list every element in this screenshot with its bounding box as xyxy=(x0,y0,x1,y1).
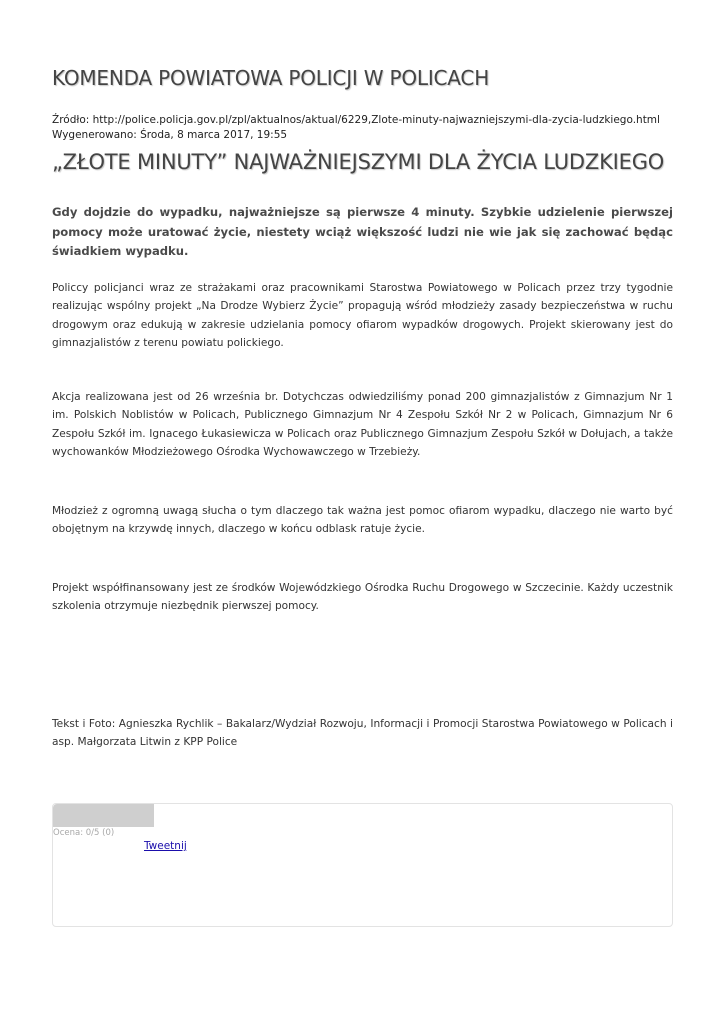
article-paragraph-1: Policcy policjanci wraz ze strażakami oraz pracownikami Starostwa Powiatowego w Policach przez trzy tygodnie realizując wspólny projekt „Na Drodze Wybierz Życie” propagują wśród młodzieży zasady bezpieczeństwa w ruchu drogowym oraz edukują w zakresie udzielania pomocy ofiarom wypadków drogowych. Projekt skierowany jest do gimnazjalistów z terenu powiatu polickiego. xyxy=(52,282,673,350)
source-url: Źródło: http://police.policja.gov.pl/zpl/aktualnos/aktual/6229,Zlote-minuty-najwazniejszymi-dla-zycia-ludzkiego.html xyxy=(52,114,660,126)
article-paragraph-4: Projekt współfinansowany jest ze środków Wojewódzkiego Ośrodka Ruchu Drogowego w Szczecinie. Każdy uczestnik szkolenia otrzymuje niezbędnik pierwszej pomocy. xyxy=(52,582,673,613)
tweet-link[interactable]: Tweetnij xyxy=(144,840,187,852)
site-title: KOMENDA POWIATOWA POLICJI W POLICACH xyxy=(52,66,490,90)
generated-date: Wygenerowano: Środa, 8 marca 2017, 19:55 xyxy=(52,129,288,141)
article-paragraph-3: Młodzież z ogromną uwagą słucha o tym dlaczego tak ważna jest pomoc ofiarom wypadku, dlaczego nie warto być obojętnym na krzywdę innych, dlaczego w końcu odblask ratuje życie. xyxy=(52,505,673,536)
article-paragraph-2: Akcja realizowana jest od 26 września br. Dotychczas odwiedziliśmy ponad 200 gimnazjalistów z Gimnazjum Nr 1 im. Polskich Noblistów w Policach, Publicznego Gimnazjum Nr 4 Zespołu Szkół Nr 2 w Policach, Gimnazjum Nr 6 Zespołu Szkół im. Ignacego Łukasiewicza w Policach oraz Publicznego Gimnazjum Zespołu Szkół w Dołujach, a także wychowanków Młodzieżowego Ośrodka Wychowawczego w Trzebieży. xyxy=(52,391,673,459)
article-title: „ZŁOTE MINUTY” NAJWAŻNIEJSZYMI DLA ŻYCIA LUDZKIEGO xyxy=(52,150,665,174)
article-credits: Tekst i Foto: Agnieszka Rychlik – Bakalarz/Wydział Rozwoju, Informacji i Promocji Starostwa Powiatowego w Policach i asp. Małgorzata Litwin z KPP Police xyxy=(52,718,673,749)
rating-label: Ocena: 0/5 (0) xyxy=(53,828,115,838)
article-lead: Gdy dojdzie do wypadku, najważniejsze są pierwsze 4 minuty. Szybkie udzielenie pierwszej pomocy może uratować życie, niestety wciąż większość ludzi nie wie jak się zachować będąc świadkiem wypadku. xyxy=(52,205,673,258)
rating-stars-widget[interactable] xyxy=(53,804,154,827)
rating-panel xyxy=(52,803,673,927)
source-meta xyxy=(52,113,660,143)
